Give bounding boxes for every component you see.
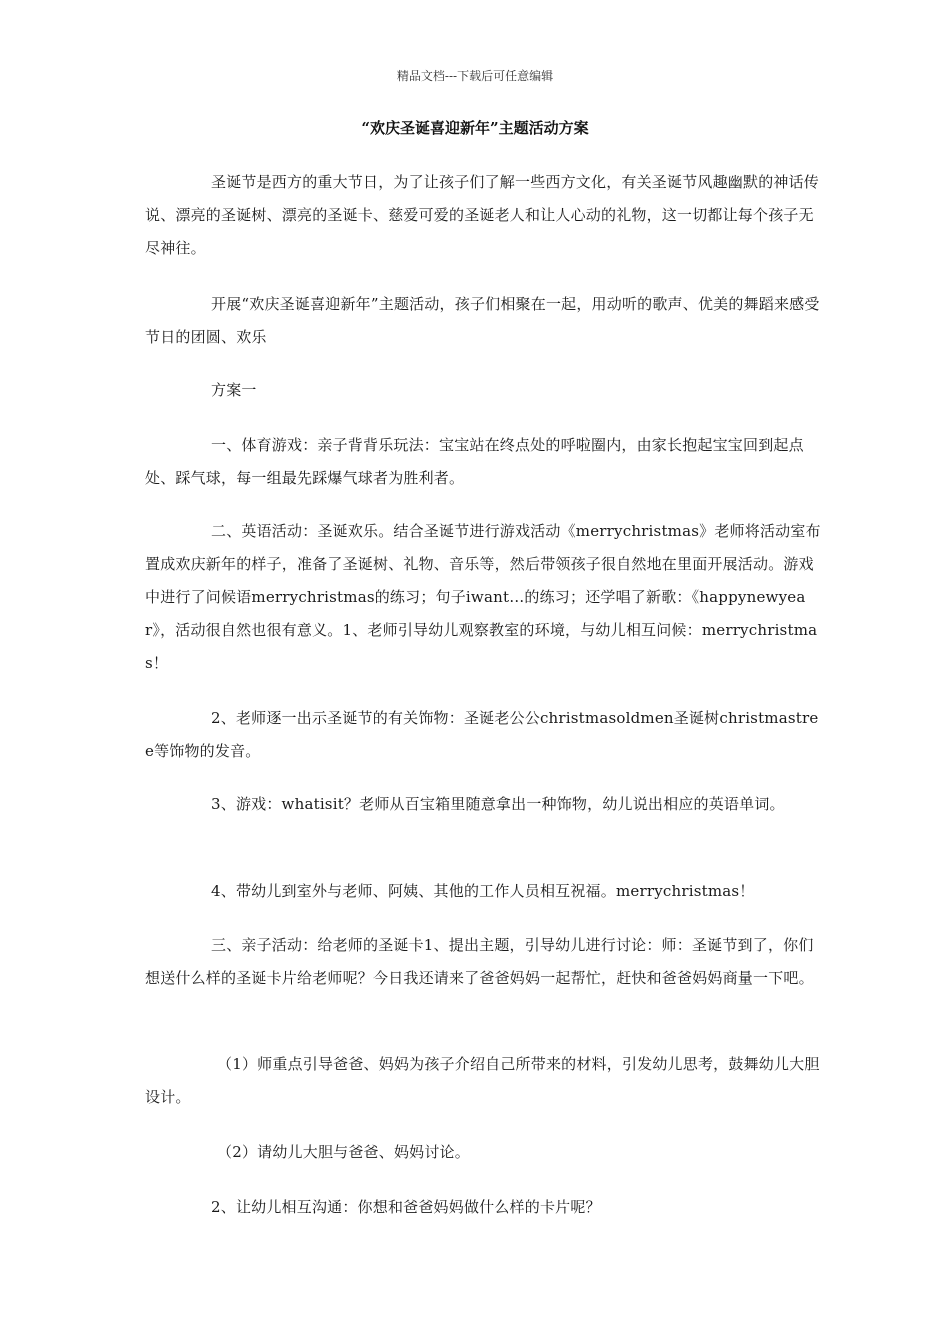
paragraph-communication: 2、让幼儿相互沟通：你想和爸爸妈妈做什么样的卡片呢？ — [211, 1198, 601, 1216]
paragraph-parent-child-activity: 三、亲子活动：给老师的圣诞卡1、提出主题，引导幼儿进行讨论：师：圣诞节到了，你们想送什么样的圣诞卡片给老师呢？今日我还请来了爸爸妈妈一起帮忙，赶快和爸爸妈妈商量一下吧。 — [145, 936, 814, 987]
paragraph-step-3: 3、游戏：whatisit？老师从百宝箱里随意拿出一种饰物，幼儿说出相应的英语单词。 — [211, 795, 785, 813]
paragraph-step-4: 4、带幼儿到室外与老师、阿姨、其他的工作人员相互祝福。merrychristmas！ — [211, 882, 755, 900]
paragraph-plan-heading: 方案一 — [211, 381, 257, 399]
paragraph-step-2: 2、老师逐一出示圣诞节的有关饰物：圣诞老公公christmasoldmen圣诞树christmastree等饰物的发音。 — [145, 709, 819, 760]
document-title: “欢庆圣诞喜迎新年”主题活动方案 — [361, 119, 589, 137]
paragraph-subitem-2: （2）请幼儿大胆与爸爸、妈妈讨论。 — [217, 1143, 470, 1161]
paragraph-english-activity: 二、英语活动：圣诞欢乐。结合圣诞节进行游戏活动《merrychristmas》老师将活动室布置成欢庆新年的样子，准备了圣诞树、礼物、音乐等，然后带领孩子很自然地在里面开展活动。游戏中进行了问候语merrychristmas的练习；句子iwant…的练习；还学唱了新歌：《happynewyear》，活动很自然也很有意义。1、老师引导幼儿观察教室的环境，与幼儿相互问候：merrychristmas！ — [145, 522, 821, 672]
paragraph-sports-game: 一、体育游戏：亲子背背乐玩法：宝宝站在终点处的呼啦圈内，由家长抱起宝宝回到起点处、踩气球，每一组最先踩爆气球者为胜利者。 — [145, 436, 804, 487]
paragraph-purpose: 开展“欢庆圣诞喜迎新年”主题活动，孩子们相聚在一起，用动听的歌声、优美的舞蹈来感受节日的团圆、欢乐 — [145, 295, 820, 346]
paragraph-intro: 圣诞节是西方的重大节日，为了让孩子们了解一些西方文化，有关圣诞节风趣幽默的神话传说、漂亮的圣诞树、漂亮的圣诞卡、慈爱可爱的圣诞老人和让人心动的礼物，这一切都让每个孩子无尽神往。 — [145, 173, 820, 257]
paragraph-subitem-1: （1）师重点引导爸爸、妈妈为孩子介绍自己所带来的材料，引发幼儿思考，鼓舞幼儿大胆设计。 — [145, 1055, 820, 1106]
header-note: 精品文档---下载后可任意编辑 — [396, 69, 554, 83]
